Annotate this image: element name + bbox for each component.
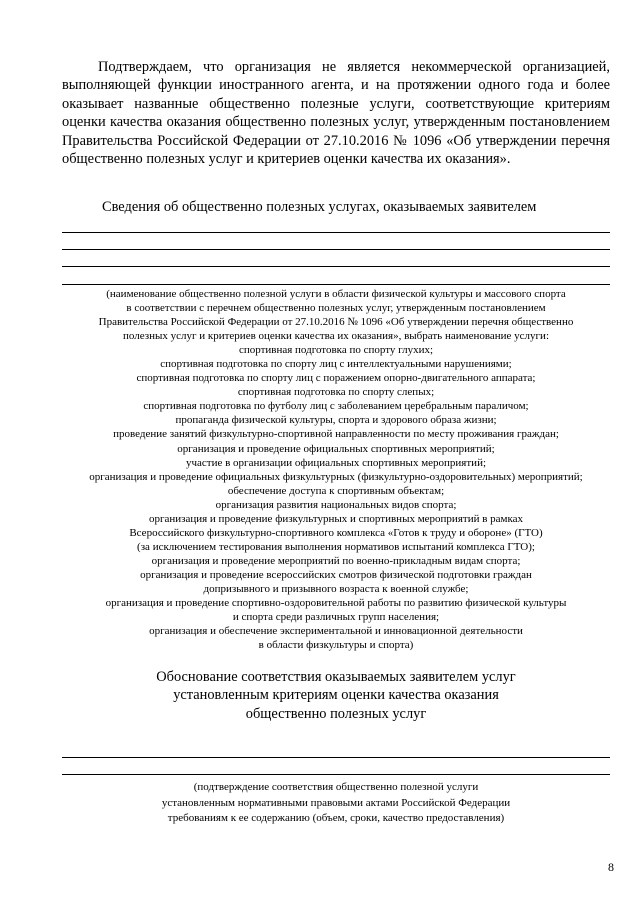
heading-line: установленным критериям оценки качества оказания bbox=[173, 687, 499, 704]
services-input-line-1[interactable] bbox=[62, 232, 610, 233]
caption-line: организация и проведение мероприятий по военно-прикладным видам спорта; bbox=[151, 554, 521, 567]
page-number: 8 bbox=[608, 860, 614, 874]
caption-line: Всероссийского физкультурно-спортивного комплекса «Готов к труду и обороне» (ГТО) bbox=[129, 526, 543, 539]
services-heading: Сведения об общественно полезных услугах, оказываемых заявителем bbox=[102, 199, 537, 215]
caption-line: спортивная подготовка по спорту глухих; bbox=[238, 344, 434, 357]
caption-line: требованиям к ее содержанию (объем, сроки, качество предоставления) bbox=[167, 812, 505, 824]
caption-line: (подтверждение соответствия общественно полезной услуги bbox=[193, 781, 479, 793]
caption-line: участие в организации официальных спортивных мероприятий; bbox=[185, 456, 487, 469]
caption-line: установленным нормативными правовыми актами Российской Федерации bbox=[161, 796, 511, 809]
caption-line: Правительства Российской Федерации от 27.10.2016 № 1096 «Об утверждении перечня общественно bbox=[98, 316, 574, 329]
caption-line: организация и проведение официальных физкультурных (физкультурно-оздоровительных) мероприятий; bbox=[89, 470, 583, 483]
confirmation-paragraph bbox=[62, 58, 610, 168]
caption-line: организация и проведение физкультурных и спортивных мероприятий в рамках bbox=[148, 512, 524, 525]
caption-line: организация и обеспечение экспериментальной и инновационной деятельности bbox=[149, 625, 523, 638]
caption-line: в соответствии с перечнем общественно полезных услуг, утвержденным постановлением bbox=[126, 302, 546, 315]
heading-line: общественно полезных услуг bbox=[245, 705, 427, 722]
caption-line: полезных услуг и критериев оценки качества их оказания», выбрать наименование услуги: bbox=[123, 330, 549, 343]
justification-input-line-2[interactable] bbox=[62, 774, 610, 775]
caption-line: (за исключением тестирования выполнения нормативов испытаний комплекса ГТО); bbox=[137, 540, 535, 553]
justification-heading bbox=[62, 668, 610, 723]
caption-line: спортивная подготовка по спорту слепых; bbox=[237, 386, 435, 399]
caption-line: спортивная подготовка по футболу лиц с заболеванием церебральным параличом; bbox=[143, 400, 529, 413]
services-input-line-2[interactable] bbox=[62, 249, 610, 250]
justification-caption bbox=[62, 780, 610, 827]
caption-line: в области физкультуры и спорта) bbox=[258, 639, 414, 652]
caption-line: допризывного и призывного возраста к военной службе; bbox=[203, 582, 469, 595]
heading-line: Обоснование соответствия оказываемых заявителем услуг bbox=[156, 669, 516, 685]
caption-line: организация и проведение спортивно-оздоровительной работы по развитию физической культуры bbox=[105, 597, 567, 610]
confirmation-text: Подтверждаем, что организация не является некоммерческой организацией, выполняющей функции иностранного агента, и на протяжении одного года и более оказывает названные общественно полезные услуги, соответствующие критериям оценки качества оказания общественно полезных услуг, утвержденным постановлением Правительства Российской Федерации от 27.10.2016 № 1096 «Об утверждении перечня общественно полезных услуг и критериев оценки качества их оказания». bbox=[62, 59, 610, 168]
caption-line: организация и проведение официальных спортивных мероприятий; bbox=[177, 442, 495, 455]
services-caption bbox=[62, 287, 610, 652]
caption-line: организация и проведение всероссийских смотров физической подготовки граждан bbox=[140, 568, 532, 581]
caption-line: проведение занятий физкультурно-спортивной направленности по месту проживания граждан; bbox=[113, 428, 559, 441]
caption-line: обеспечение доступа к спортивным объектам; bbox=[227, 484, 445, 497]
services-input-line-3[interactable] bbox=[62, 266, 610, 267]
services-input-line-4[interactable] bbox=[62, 284, 610, 285]
caption-line: организация развития национальных видов спорта; bbox=[215, 498, 457, 511]
justification-input-line-1[interactable] bbox=[62, 757, 610, 758]
caption-line: пропаганда физической культуры, спорта и здорового образа жизни; bbox=[175, 414, 497, 427]
caption-line: спортивная подготовка по спорту лиц с интеллектуальными нарушениями; bbox=[160, 358, 512, 371]
caption-line: (наименование общественно полезной услуги в области физической культуры и массового спорта bbox=[106, 288, 566, 300]
caption-line: и спорта среди различных групп населения; bbox=[232, 611, 440, 624]
caption-line: спортивная подготовка по спорту лиц с поражением опорно-двигательного аппарата; bbox=[136, 372, 536, 385]
